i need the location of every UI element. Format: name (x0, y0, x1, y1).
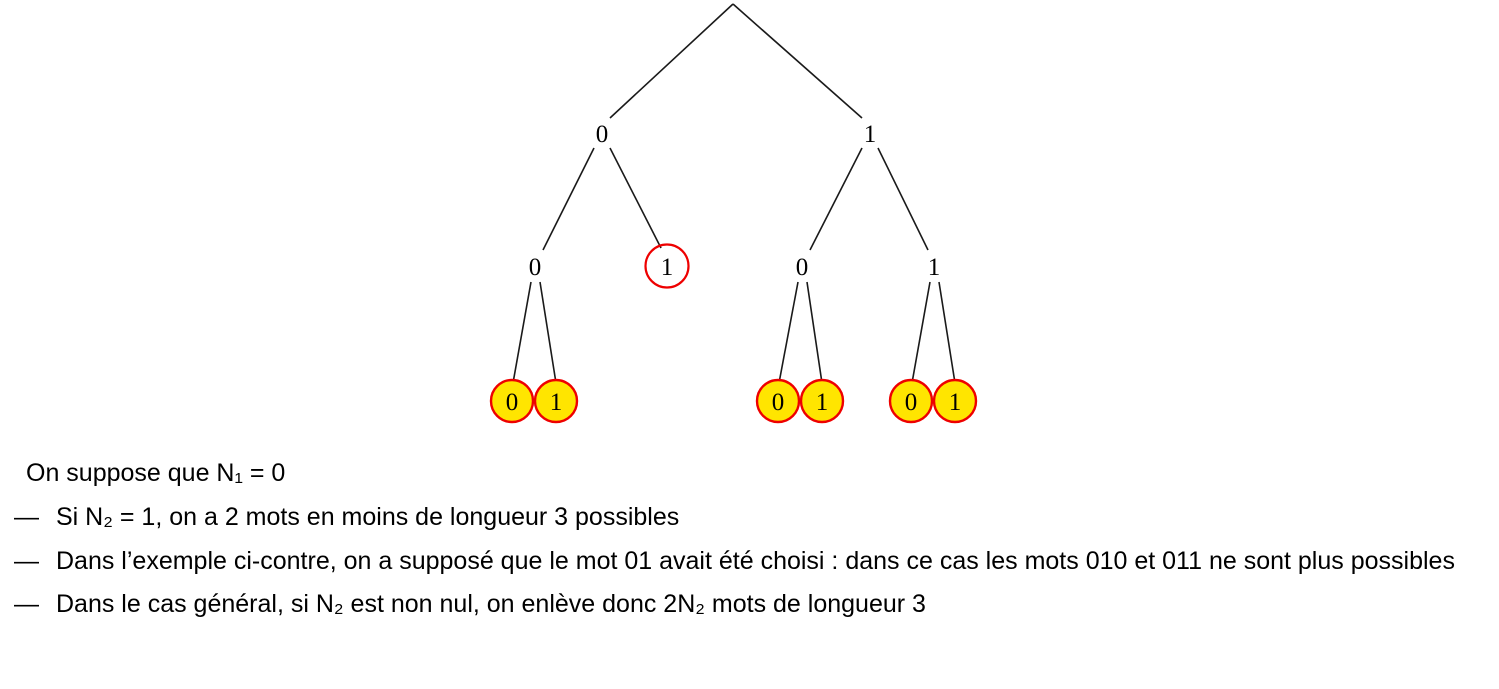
bullet-list (0, 499, 1499, 622)
list-item-text: Dans l’exemple ci-contre, on a supposé que le mot 01 avait été choisi : dans ce cas les mots 010 et 011 ne sont plus possibles (56, 546, 1455, 575)
dash-marker: — (14, 546, 39, 575)
list-item-text: Si N₂ = 1, on a 2 mots en moins de longueur 3 possibles (56, 503, 680, 532)
tree-node-10: 0 (795, 254, 809, 281)
list-item (0, 586, 1499, 622)
tree-edges (513, 4, 955, 383)
edge-00-000 (513, 282, 531, 383)
tree-leaf-111: 1 (948, 389, 962, 416)
tree-node-1: 1 (863, 121, 877, 148)
tree-node-00: 0 (528, 254, 542, 281)
tree-leaf-100: 0 (771, 389, 785, 416)
tree-node-01: 1 (660, 254, 674, 281)
edge-10-101 (807, 282, 822, 383)
edge-00-001 (540, 282, 556, 383)
explanation-text (0, 455, 1499, 629)
tree-leaf-101: 1 (815, 389, 829, 416)
tree-leaf-000: 0 (505, 389, 519, 416)
tree-leaves (491, 380, 976, 422)
edge-root-0 (610, 4, 733, 118)
edge-1-10 (810, 148, 862, 250)
edge-10-100 (779, 282, 798, 383)
tree-node-0: 0 (595, 121, 609, 148)
edge-root-1 (733, 4, 862, 118)
edge-0-01 (610, 148, 661, 248)
edge-0-00 (543, 148, 594, 250)
edge-11-111 (939, 282, 955, 383)
dash-marker: — (14, 589, 39, 618)
edge-1-11 (878, 148, 928, 250)
list-item (0, 499, 1499, 535)
tree-node-11: 1 (927, 254, 941, 281)
tree-leaf-001: 1 (549, 389, 563, 416)
tree-leaf-110: 0 (904, 389, 918, 416)
list-item (0, 543, 1499, 579)
list-item-text: Dans le cas général, si N₂ est non nul, on enlève donc 2N₂ mots de longueur 3 (56, 589, 926, 618)
edge-11-110 (912, 282, 930, 383)
intro-line: On suppose que N₁ = 0 (26, 459, 286, 487)
dash-marker: — (14, 503, 39, 532)
